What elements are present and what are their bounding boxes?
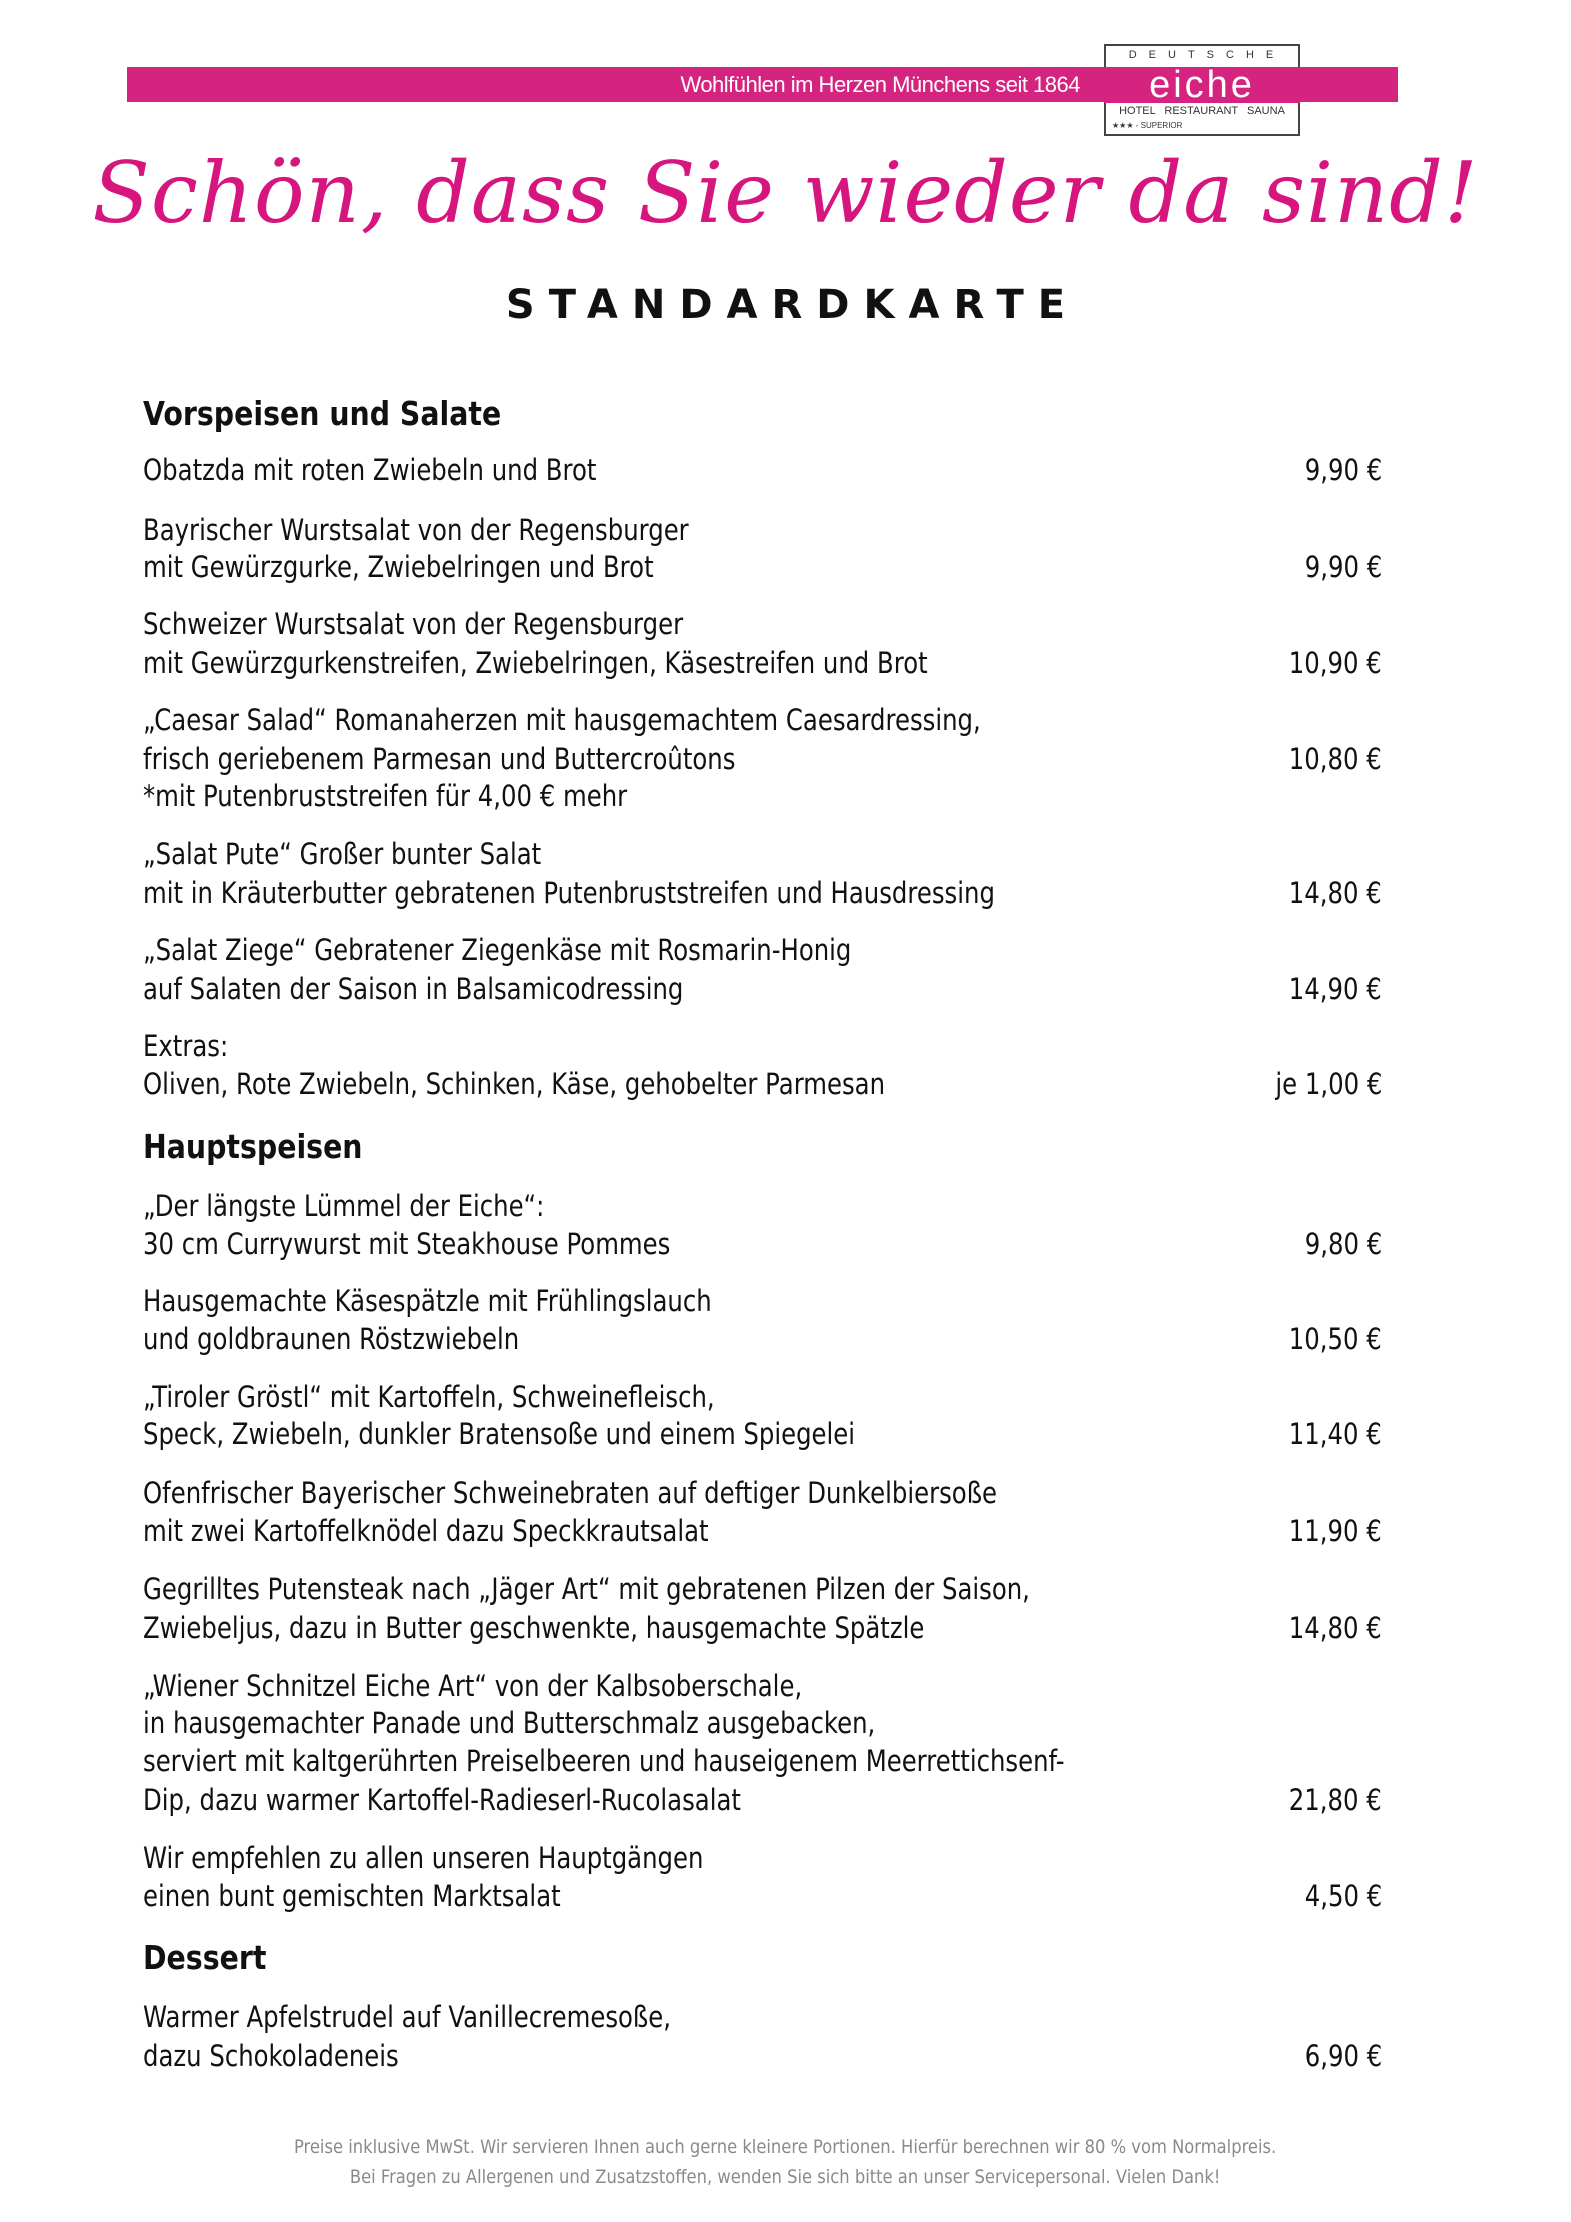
menu-item-line: Zwiebeljus, dazu in Butter geschwenkte, hausgemachte Spätzle <box>143 1611 925 1645</box>
header-tagline: Wohlfühlen im Herzen Münchens seit 1864 <box>680 72 1080 97</box>
menu-item-line: frisch geriebenem Parmesan und Buttercroûtons <box>143 742 736 776</box>
menu-item-line: mit zwei Kartoffelknödel dazu Speckkrautsalat <box>143 1514 709 1548</box>
menu-item-line: serviert mit kaltgerührten Preiselbeeren und hauseigenem Meerrettichsenf- <box>143 1744 1065 1778</box>
logo-wordmark: eiche <box>1149 67 1255 103</box>
menu-item-price: 9,90 € <box>1304 550 1382 584</box>
logo-top-text: DEUTSCHE <box>1128 49 1286 61</box>
menu-item-line: Oliven, Rote Zwiebeln, Schinken, Käse, gehobelter Parmesan <box>143 1067 886 1101</box>
menu-item-price: 11,40 € <box>1289 1417 1382 1451</box>
footer-note-prices-text: Preise inklusive MwSt. Wir servieren Ihnen auch gerne kleinere Portionen. Hierfür berechnen wir 80 % vom Normalpreis. <box>294 2136 1277 2158</box>
hotel-logo <box>1104 44 1300 136</box>
menu-item-line: Bayrischer Wurstsalat von der Regensburger <box>143 513 689 547</box>
menu-item-price: 21,80 € <box>1289 1783 1382 1817</box>
footer-note-allergens <box>0 2164 1571 2190</box>
menu-item-line: mit Gewürzgurke, Zwiebelringen und Brot <box>143 550 654 584</box>
menu-item-line: 30 cm Currywurst mit Steakhouse Pommes <box>143 1227 671 1261</box>
menu-item-price: 4,50 € <box>1304 1879 1382 1913</box>
menu-item-line: „Caesar Salad“ Romanaherzen mit hausgemachtem Caesardressing, <box>143 703 981 737</box>
menu-item-line: „Tiroler Gröstl“ mit Kartoffeln, Schweinefleisch, <box>143 1380 715 1414</box>
menu-item-line: Obatzda mit roten Zwiebeln und Brot <box>143 453 597 487</box>
menu-item-price: 14,90 € <box>1289 972 1382 1006</box>
menu-item-line: „Der längste Lümmel der Eiche“: <box>143 1189 545 1223</box>
section-heading-mains: Hauptspeisen <box>143 1127 363 1166</box>
menu-item-line: Gegrilltes Putensteak nach „Jäger Art“ mit gebratenen Pilzen der Saison, <box>143 1572 1030 1606</box>
menu-item-line: Dip, dazu warmer Kartoffel-Radieserl-Rucolasalat <box>143 1783 741 1817</box>
menu-item-line: und goldbraunen Röstzwiebeln <box>143 1322 520 1356</box>
menu-item-line: auf Salaten der Saison in Balsamicodressing <box>143 972 684 1006</box>
menu-item-line: dazu Schokoladeneis <box>143 2039 399 2073</box>
greeting-title: Schön, dass Sie wieder da sind! <box>92 144 1479 242</box>
menu-item-price: 11,90 € <box>1289 1514 1382 1548</box>
section-heading-starters: Vorspeisen und Salate <box>143 394 502 433</box>
menu-item-line: Hausgemachte Käsespätzle mit Frühlingslauch <box>143 1284 712 1318</box>
logo-subtitle: HOTEL RESTAURANT SAUNA <box>1119 105 1285 117</box>
menu-item-line: mit in Kräuterbutter gebratenen Putenbruststreifen und Hausdressing <box>143 876 995 910</box>
menu-item-line: Speck, Zwiebeln, dunkler Bratensoße und einem Spiegelei <box>143 1417 856 1451</box>
menu-item-price: 6,90 € <box>1304 2039 1382 2073</box>
menu-item-line: in hausgemachter Panade und Butterschmalz ausgebacken, <box>143 1706 876 1740</box>
menu-item-line: Ofenfrischer Bayerischer Schweinebraten auf deftiger Dunkelbiersoße <box>143 1476 998 1510</box>
menu-item-line: Schweizer Wurstsalat von der Regensburger <box>143 607 684 641</box>
menu-item-line: Extras: <box>143 1029 229 1063</box>
menu-item-line: „Wiener Schnitzel Eiche Art“ von der Kalbsoberschale, <box>143 1669 803 1703</box>
menu-item-price: je 1,00 € <box>1275 1067 1382 1101</box>
menu-item-line: „Salat Pute“ Großer bunter Salat <box>143 837 542 871</box>
menu-item-price: 10,90 € <box>1289 646 1382 680</box>
logo-stars: ★★★ - SUPERIOR <box>1112 121 1183 130</box>
menu-item-price: 14,80 € <box>1289 876 1382 910</box>
menu-card-title: STANDARDKARTE <box>505 282 1080 328</box>
menu-item-price: 14,80 € <box>1289 1611 1382 1645</box>
footer-note-prices <box>0 2134 1571 2160</box>
section-heading-dessert: Dessert <box>143 1938 267 1977</box>
menu-item-line: „Salat Ziege“ Gebratener Ziegenkäse mit Rosmarin-Honig <box>143 933 852 967</box>
menu-item-line: Warmer Apfelstrudel auf Vanillecremesoße, <box>143 2000 672 2034</box>
menu-item-line: Wir empfehlen zu allen unseren Hauptgängen <box>143 1841 704 1875</box>
menu-item-line: einen bunt gemischten Marktsalat <box>143 1879 561 1913</box>
menu-item-price: 9,90 € <box>1304 453 1382 487</box>
menu-item-price: 9,80 € <box>1304 1227 1382 1261</box>
menu-item-line: mit Gewürzgurkenstreifen, Zwiebelringen, Käsestreifen und Brot <box>143 646 928 680</box>
footer-note-allergens-text: Bei Fragen zu Allergenen und Zusatzstoffen, wenden Sie sich bitte an unser Servicepersonal. Vielen Dank! <box>350 2166 1221 2188</box>
menu-item-line: *mit Putenbruststreifen für 4,00 € mehr <box>143 779 628 813</box>
menu-item-price: 10,50 € <box>1289 1322 1382 1356</box>
menu-item-price: 10,80 € <box>1289 742 1382 776</box>
